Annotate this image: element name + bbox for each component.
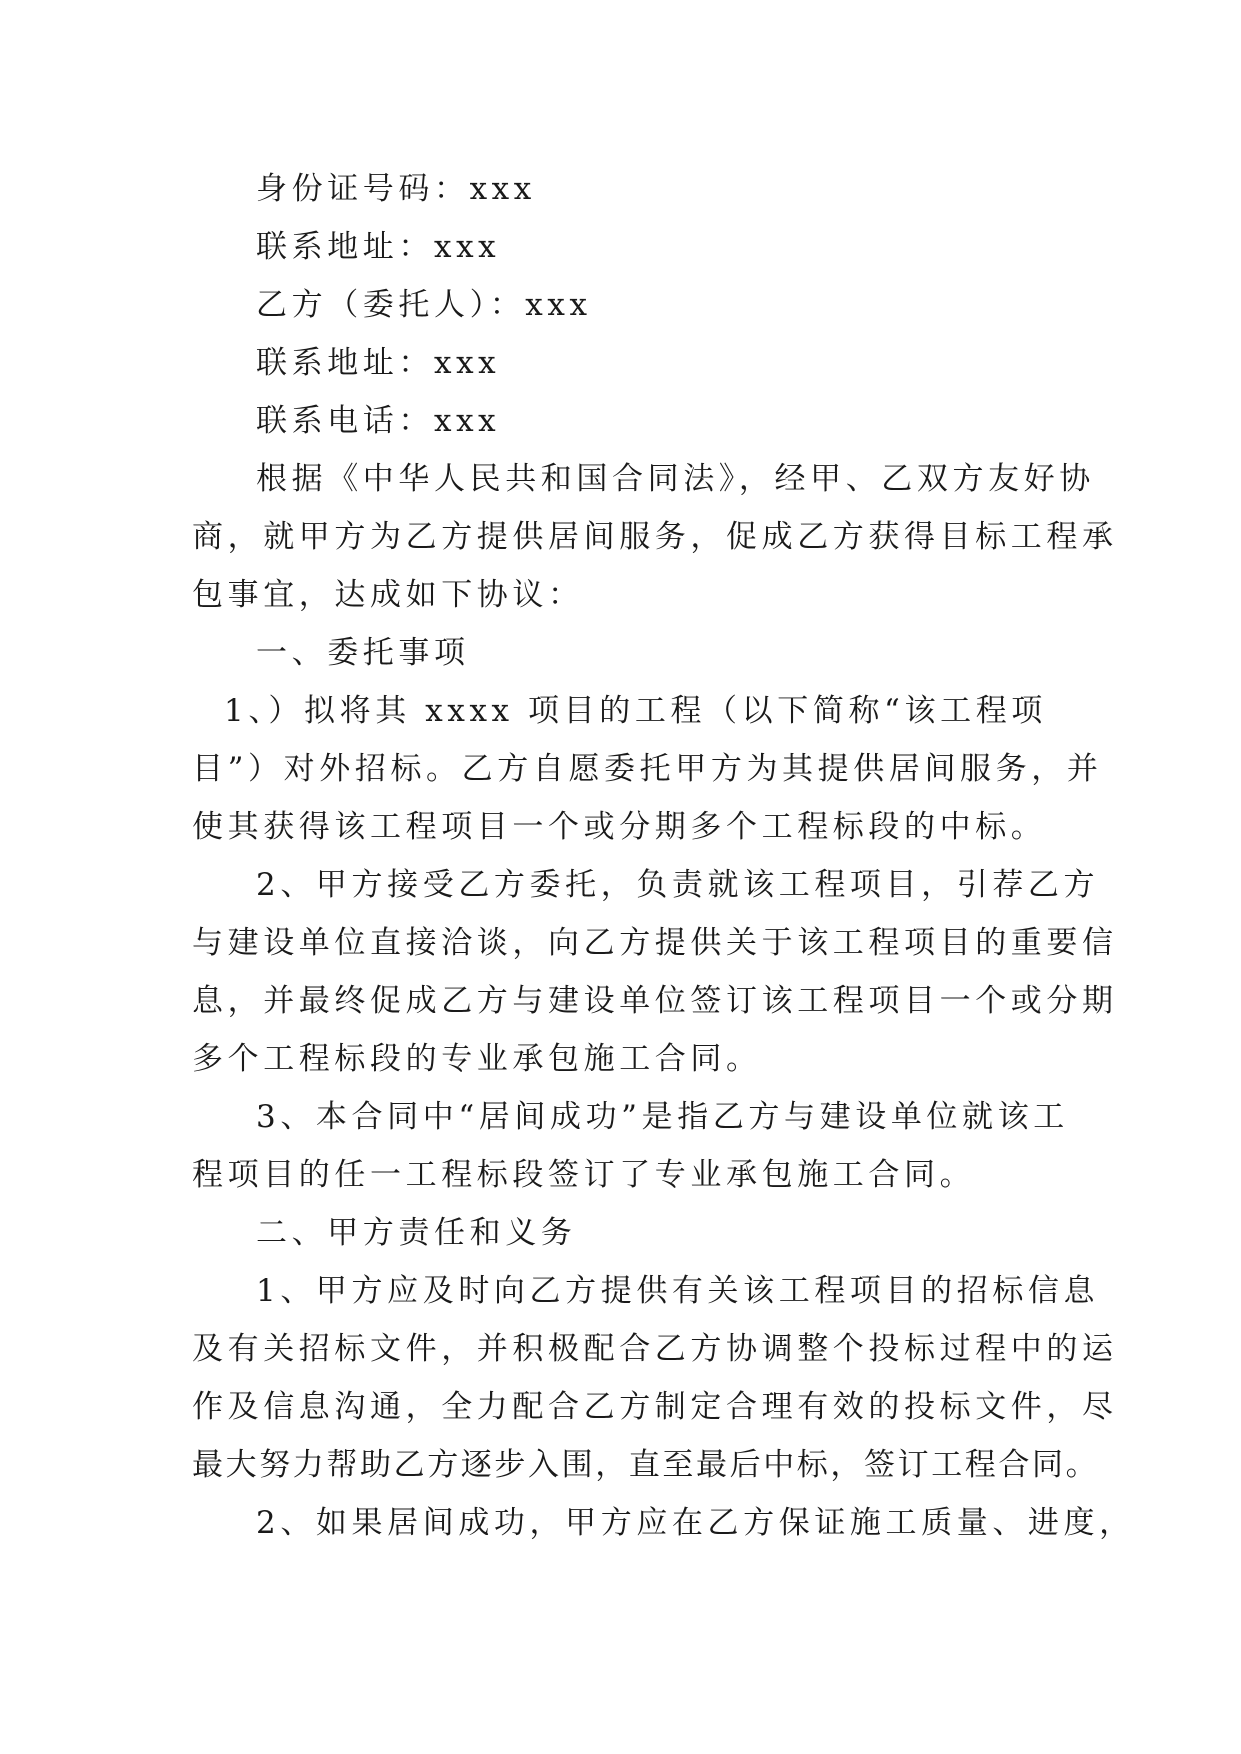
clause-line: 1、）拟将其 xxxx 项目的工程（以下简称“该工程项 — [224, 693, 1047, 729]
clause-line: 3、本合同中“居间成功”是指乙方与建设单位就该工 — [256, 1099, 1069, 1135]
preamble-line: 包事宜，达成如下协议： — [192, 577, 584, 613]
clause-line: 最大努力帮助乙方逐步入围，直至最后中标，签订工程合同。 — [192, 1447, 1100, 1483]
clause-line: 程项目的任一工程标段签订了专业承包施工合同。 — [192, 1157, 976, 1193]
clause-line: 2、甲方接受乙方委托，负责就该工程项目，引荐乙方 — [256, 867, 1100, 903]
clause-line: 及有关招标文件，并积极配合乙方协调整个投标过程中的运 — [192, 1331, 1118, 1367]
party-b-phone-line: 联系电话：xxx — [256, 403, 501, 439]
clause-line: 作及信息沟通，全力配合乙方制定合理有效的投标文件，尽 — [192, 1389, 1118, 1425]
preamble-line: 根据《中华人民共和国合同法》，经甲、乙双方友好协 — [256, 461, 1095, 497]
section-heading-entrusted-matters: 一、委托事项 — [256, 635, 470, 671]
party-a-address-line: 联系地址：xxx — [256, 229, 501, 265]
clause-line: 多个工程标段的专业承包施工合同。 — [192, 1041, 762, 1077]
party-b-line: 乙方（委托人）：xxx — [256, 287, 592, 323]
section-heading-party-a-duties: 二、甲方责任和义务 — [256, 1215, 577, 1251]
id-number-line: 身份证号码：xxx — [256, 171, 536, 207]
clause-line: 目”）对外招标。乙方自愿委托甲方为其提供居间服务，并 — [192, 751, 1103, 787]
clause-line: 1、甲方应及时向乙方提供有关该工程项目的招标信息 — [256, 1273, 1100, 1309]
clause-line: 使其获得该工程项目一个或分期多个工程标段的中标。 — [192, 809, 1047, 845]
preamble-line: 商，就甲方为乙方提供居间服务，促成乙方获得目标工程承 — [192, 519, 1118, 555]
party-b-address-line: 联系地址：xxx — [256, 345, 501, 381]
clause-line: 2、如果居间成功，甲方应在乙方保证施工质量、进度， — [256, 1505, 1135, 1541]
clause-line: 息，并最终促成乙方与建设单位签订该工程项目一个或分期 — [192, 983, 1118, 1019]
clause-line: 与建设单位直接洽谈，向乙方提供关于该工程项目的重要信 — [192, 925, 1118, 961]
document-body — [192, 160, 1135, 1552]
